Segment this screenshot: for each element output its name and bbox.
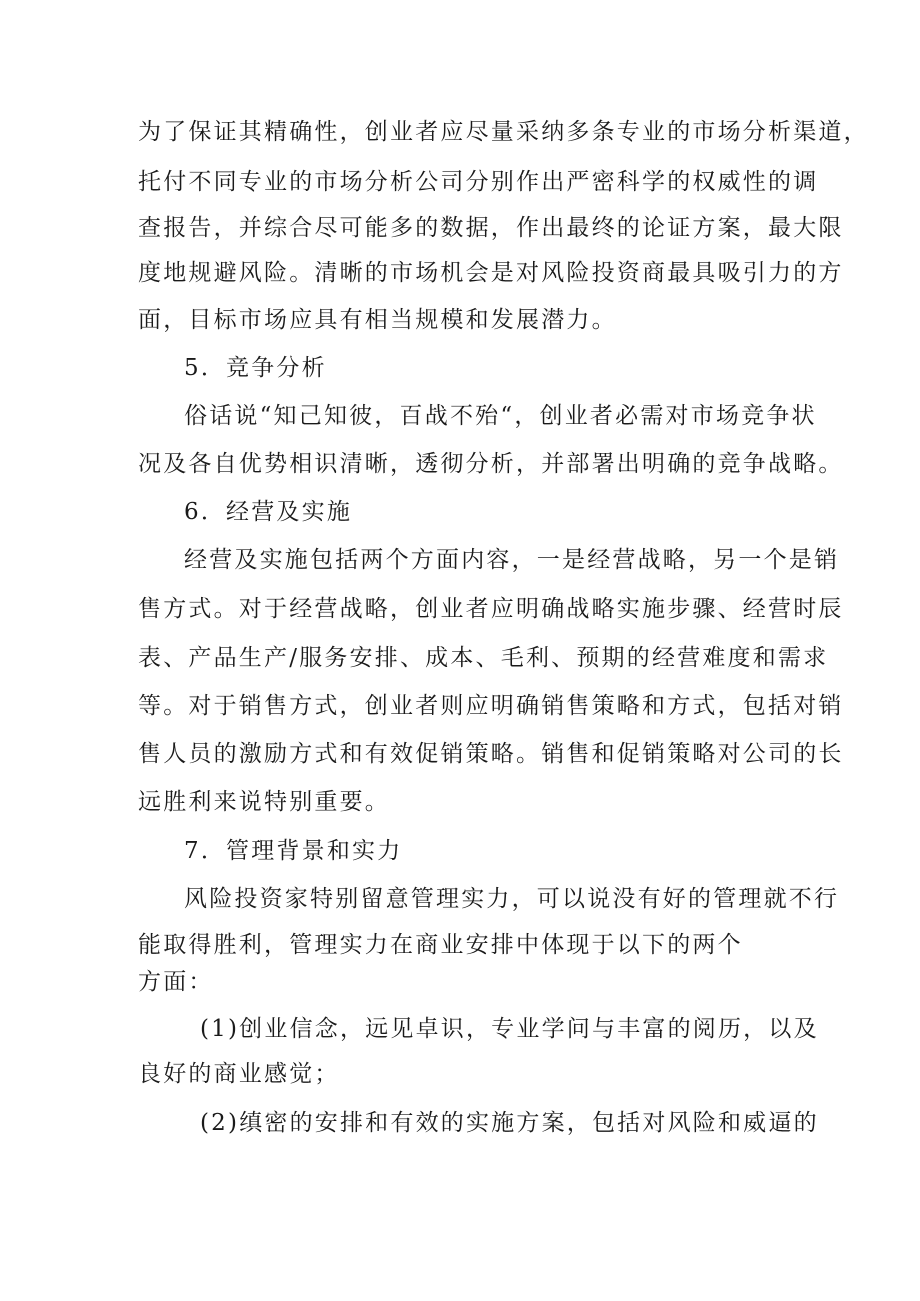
paragraph-line: 能取得胜利，管理实力在商业安排中体现于以下的两个	[138, 932, 743, 958]
paragraph-line: 远胜利来说特别重要。	[138, 789, 390, 815]
list-item-1: (1)创业信念，远见卓识，专业学问与丰富的阅历，以及	[200, 1016, 819, 1042]
paragraph-line: 良好的商业感觉；	[138, 1061, 340, 1087]
paragraph-line: 为了保证其精确性，创业者应尽量采纳多条专业的市场分析渠道，	[138, 119, 869, 145]
paragraph-line: 表、产品生产/服务安排、成本、毛利、预期的经营难度和需求	[138, 645, 829, 671]
paragraph-line: 托付不同专业的市场分析公司分别作出严密科学的权威性的调	[138, 169, 819, 195]
section-heading-6: 6．经营及实施	[184, 499, 353, 525]
list-item-2: (2)缜密的安排和有效的实施方案，包括对风险和威逼的	[200, 1110, 819, 1136]
paragraph-line: 查报告，并综合尽可能多的数据，作出最终的论证方案，最大限	[138, 215, 844, 241]
paragraph-line: 方面：	[138, 969, 214, 995]
paragraph-line: 经营及实施包括两个方面内容，一是经营战略，另一个是销	[184, 547, 840, 573]
section-heading-5: 5．竞争分析	[184, 355, 327, 381]
paragraph-line: 售方式。对于经营战略，创业者应明确战略实施步骤、经营时辰	[138, 596, 844, 622]
section-heading-7: 7．管理背景和实力	[184, 838, 403, 864]
paragraph-line: 售人员的激励方式和有效促销策略。销售和促销策略对公司的长	[138, 741, 844, 767]
paragraph-line: 面，目标市场应具有相当规模和发展潜力。	[138, 307, 617, 333]
paragraph-line: 俗话说“知己知彼，百战不殆“，创业者必需对市场竞争状	[184, 403, 817, 429]
paragraph-line: 况及各自优势相识清晰，透彻分析，并部署出明确的竞争战略。	[138, 451, 844, 477]
paragraph-line: 风险投资家特别留意管理实力，可以说没有好的管理就不行	[184, 886, 840, 912]
paragraph-line: 等。对于销售方式，创业者则应明确销售策略和方式，包括对销	[138, 693, 844, 719]
paragraph-line: 度地规避风险。清晰的市场机会是对风险投资商最具吸引力的方	[138, 260, 844, 286]
